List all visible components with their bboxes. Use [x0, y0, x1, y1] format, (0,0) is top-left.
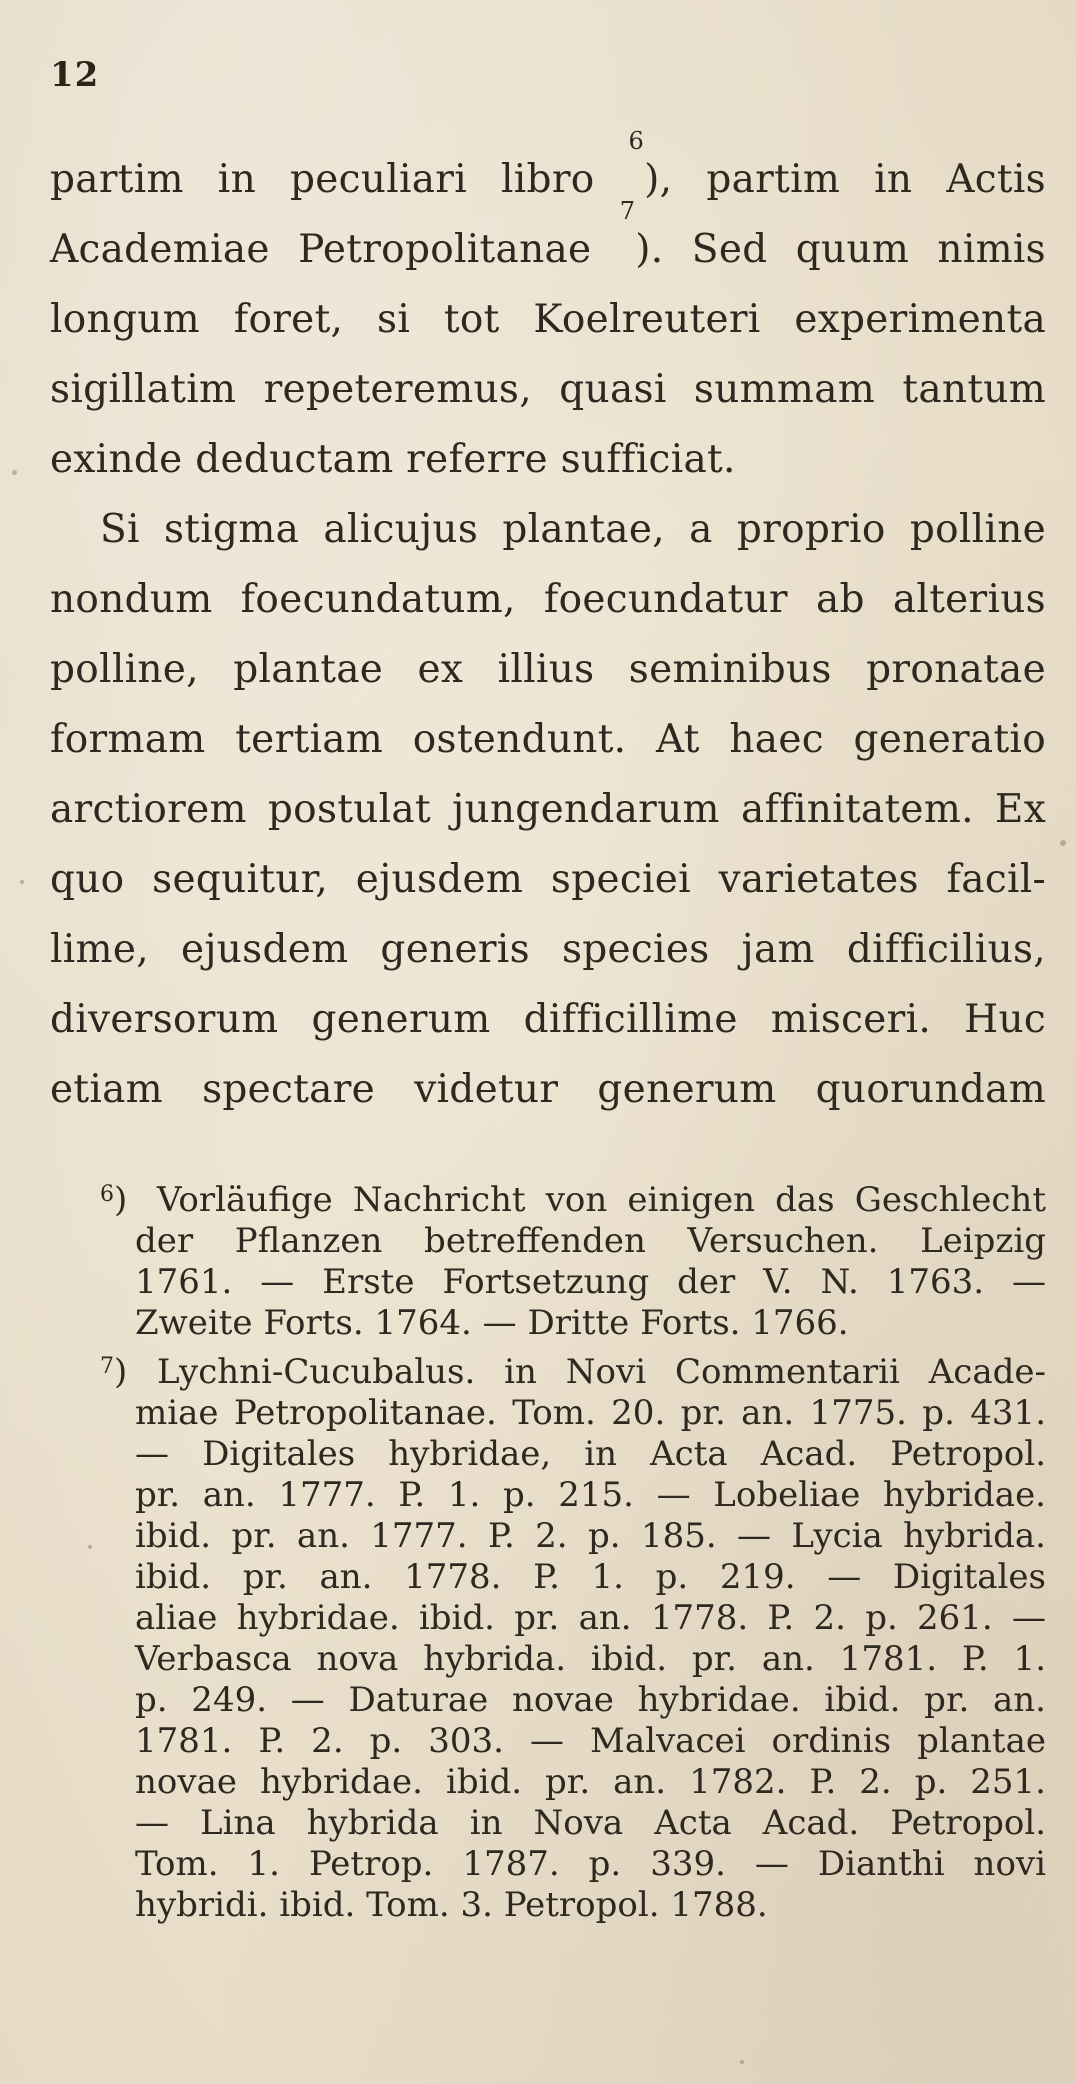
text-line: arctiorem postulat jungendarum affinitatem. Ex: [50, 787, 1046, 832]
footnote-line: miae Petropolitanae. Tom. 20. pr. an. 1775. p. 431.: [135, 1393, 1046, 1433]
footnote-marker: $^6$): [100, 1180, 128, 1220]
main-text: [50, 127, 1046, 1125]
footnote-ref: 6: [628, 127, 645, 155]
footnote-line: 1781. P. 2. p. 303. — Malvacei ordinis plantae: [135, 1721, 1046, 1761]
paper-speck: [1060, 840, 1066, 846]
footnote-line: hybridi. ibid. Tom. 3. Petropol. 1788.: [135, 1885, 768, 1925]
footnote-line: Tom. 1. Petrop. 1787. p. 339. — Dianthi novi: [135, 1844, 1046, 1884]
footnotes: [50, 1180, 1046, 1934]
footnote-line: — Digitales hybridae, in Acta Acad. Petropol.: [135, 1434, 1046, 1474]
footnote-line: pr. an. 1777. P. 1. p. 215. — Lobeliae hybridae.: [135, 1475, 1046, 1515]
text-line: quo sequitur, ejusdem speciei varietates facil-: [50, 857, 1046, 902]
text-line: polline, plantae ex illius seminibus pronatae: [50, 647, 1046, 692]
text-line: diversorum generum difficillime misceri. Huc: [50, 997, 1046, 1042]
footnote-7: [50, 1352, 1046, 1926]
footnote-ref: 7: [619, 197, 636, 225]
text-line: partim in peculiari libro $^6$), partim in Actis: [50, 127, 1046, 202]
footnote-line: p. 249. — Daturae novae hybridae. ibid. pr. an.: [135, 1680, 1046, 1720]
text-line: longum foret, si tot Koelreuteri experimenta: [50, 297, 1046, 342]
paper-speck: [12, 470, 17, 475]
footnote-line: Lychni-Cucubalus. in Novi Commentarii Acade-: [157, 1352, 1046, 1392]
text-line: exinde deductam referre sufficiat.: [50, 437, 736, 482]
footnote-line: novae hybridae. ibid. pr. an. 1782. P. 2. p. 251.: [135, 1762, 1046, 1802]
footnote-line: Vorläufige Nachricht von einigen das Geschlecht: [157, 1180, 1046, 1220]
footnote-line: ibid. pr. an. 1777. P. 2. p. 185. — Lycia hybrida.: [135, 1516, 1046, 1556]
text-line: etiam spectare videtur generum quorundam: [50, 1067, 1046, 1112]
footnote-6: [50, 1180, 1046, 1344]
page-number: 12: [50, 55, 100, 95]
footnote-line: der Pflanzen betreffenden Versuchen. Leipzig: [135, 1221, 1046, 1261]
footnote-line: — Lina hybrida in Nova Acta Acad. Petropol.: [135, 1803, 1046, 1843]
footnote-line: Zweite Forts. 1764. — Dritte Forts. 1766.: [135, 1303, 849, 1343]
footnote-line: Verbasca nova hybrida. ibid. pr. an. 1781. P. 1.: [135, 1639, 1046, 1679]
paper-speck: [740, 2060, 744, 2064]
text-line: Si stigma alicujus plantae, a proprio polline: [100, 507, 1046, 552]
text-line: nondum foecundatum, foecundatur ab alterius: [50, 577, 1046, 622]
text-line: formam tertiam ostendunt. At haec generatio: [50, 717, 1046, 762]
text-line: Academiae Petropolitanae $^7$). Sed quum nimis: [50, 197, 1046, 272]
text-line: lime, ejusdem generis species jam difficilius,: [50, 927, 1046, 972]
footnote-marker: $^7$): [100, 1352, 128, 1392]
text-line: sigillatim repeteremus, quasi summam tantum: [50, 367, 1046, 412]
paper-speck: [88, 1545, 92, 1549]
paper-speck: [20, 880, 24, 884]
footnote-line: 1761. — Erste Fortsetzung der V. N. 1763. —: [135, 1262, 1046, 1302]
footnote-line: ibid. pr. an. 1778. P. 1. p. 219. — Digitales: [135, 1557, 1046, 1597]
footnote-line: aliae hybridae. ibid. pr. an. 1778. P. 2. p. 261. —: [135, 1598, 1046, 1638]
